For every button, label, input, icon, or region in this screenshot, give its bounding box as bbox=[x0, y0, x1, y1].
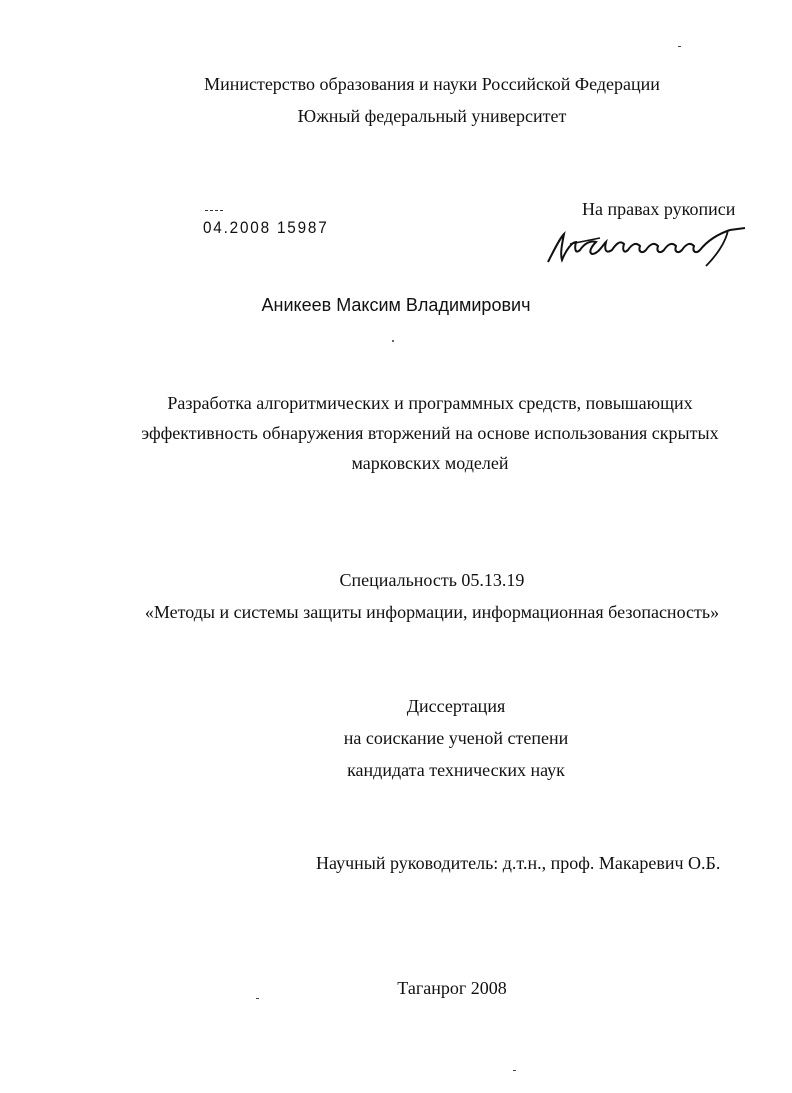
title-line-1: Разработка алгоритмических и программных средств, повышающих bbox=[167, 393, 693, 413]
scan-speck bbox=[678, 46, 681, 47]
specialty-name: «Методы и системы защиты информации, информационная безопасность» bbox=[144, 602, 720, 622]
dissertation-purpose: на соискание ученой степени bbox=[343, 728, 569, 748]
dissertation-title bbox=[0, 388, 792, 478]
author-signature bbox=[540, 220, 755, 272]
dissertation-type: Диссертация bbox=[406, 696, 506, 716]
university-heading: Южный федеральный университет bbox=[297, 106, 567, 126]
specialty-code: Специальность 05.13.19 bbox=[339, 570, 525, 590]
title-line-2: эффективность обнаружения вторжений на основе использования скрытых bbox=[141, 423, 719, 443]
stamp-mark bbox=[205, 210, 223, 214]
author-name: Аникеев Максим Владимирович bbox=[261, 295, 531, 315]
scan-speck bbox=[392, 340, 394, 342]
ministry-heading: Министерство образования и науки Российской Федерации bbox=[204, 74, 660, 94]
scientific-advisor: Научный руководитель: д.т.н., проф. Макаревич О.Б. bbox=[316, 853, 721, 873]
scan-speck bbox=[256, 998, 259, 999]
title-line-3: марковских моделей bbox=[351, 453, 509, 473]
scan-speck bbox=[513, 1070, 516, 1071]
rights-note: На правах рукописи bbox=[582, 199, 736, 219]
registration-stamp: 04.2008 15987 bbox=[203, 218, 329, 237]
dissertation-degree: кандидата технических наук bbox=[347, 760, 565, 780]
city-year: Таганрог 2008 bbox=[397, 978, 507, 998]
